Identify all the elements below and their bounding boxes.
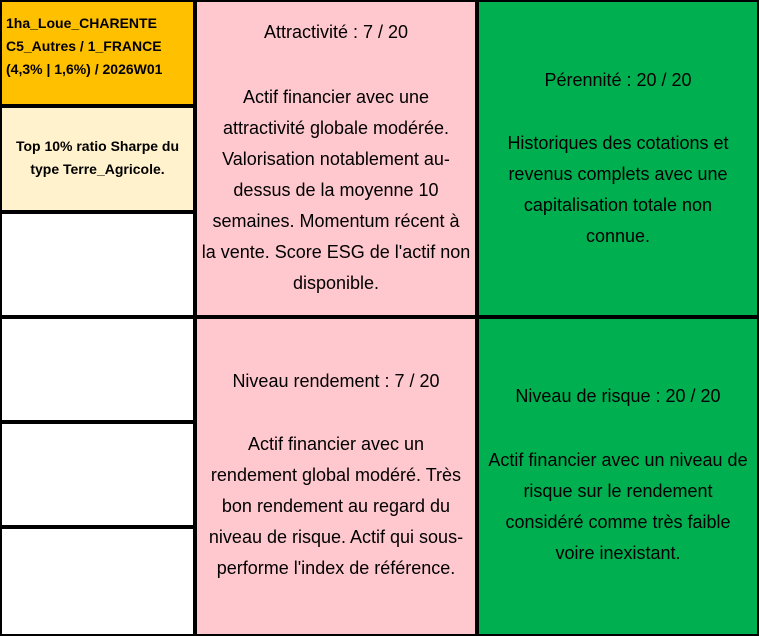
attractivite-desc-line: attractivité globale modérée. bbox=[222, 118, 450, 138]
sharpe-highlight-card bbox=[0, 106, 195, 212]
empty-cell bbox=[0, 422, 195, 527]
asset-header-card bbox=[0, 0, 195, 106]
rendement-desc-line: rendement global modéré. Très bbox=[210, 465, 462, 485]
risque-card bbox=[477, 317, 759, 636]
asset-category: C5_Autres / 1_FRANCE bbox=[6, 38, 162, 54]
attractivite-card bbox=[195, 0, 477, 317]
attractivite-desc-line: dessus de la moyenne 10 bbox=[233, 180, 439, 200]
asset-stats: (4,3% | 1,6%) / 2026W01 bbox=[6, 61, 163, 77]
perennite-title: Pérennité : 20 / 20 bbox=[544, 70, 692, 90]
attractivite-desc-line: Actif financier avec une bbox=[242, 87, 430, 107]
perennite-card bbox=[477, 0, 759, 317]
empty-cell bbox=[0, 212, 195, 317]
empty-cell bbox=[0, 317, 195, 422]
highlight-line-1: Top 10% ratio Sharpe du bbox=[15, 138, 180, 154]
rendement-desc-line: bon rendement au regard du bbox=[221, 496, 451, 516]
attractivite-desc-line: semaines. Momentum récent à bbox=[212, 211, 460, 231]
perennite-desc-line: Historiques des cotations et bbox=[507, 133, 729, 153]
rendement-desc-line: niveau de risque. Actif qui sous- bbox=[208, 527, 464, 547]
risque-desc-line: Actif financier avec un niveau de bbox=[488, 450, 748, 470]
rendement-desc-line: Actif financier avec un bbox=[247, 434, 425, 454]
attractivite-desc-line: la vente. Score ESG de l'actif non bbox=[201, 242, 471, 262]
risque-desc-line: risque sur le rendement bbox=[523, 481, 713, 501]
perennite-desc-line: revenus complets avec une bbox=[508, 164, 728, 184]
attractivite-desc-line: disponible. bbox=[292, 273, 380, 293]
perennite-desc-line: connue. bbox=[585, 226, 651, 246]
perennite-desc-line: capitalisation totale non bbox=[523, 195, 713, 215]
risque-desc-line: considéré comme très faible bbox=[505, 512, 731, 532]
rendement-card bbox=[195, 317, 477, 636]
rendement-desc-line: performe l'index de référence. bbox=[216, 558, 456, 578]
asset-name: 1ha_Loue_CHARENTE bbox=[6, 15, 157, 31]
highlight-line-2: type Terre_Agricole. bbox=[30, 161, 165, 177]
risque-desc-line: voire inexistant. bbox=[555, 543, 681, 563]
attractivite-title: Attractivité : 7 / 20 bbox=[263, 22, 409, 42]
attractivite-desc-line: Valorisation notablement au- bbox=[222, 149, 450, 169]
rendement-title: Niveau rendement : 7 / 20 bbox=[232, 371, 440, 391]
empty-cell bbox=[0, 527, 195, 636]
risque-title: Niveau de risque : 20 / 20 bbox=[515, 386, 721, 406]
